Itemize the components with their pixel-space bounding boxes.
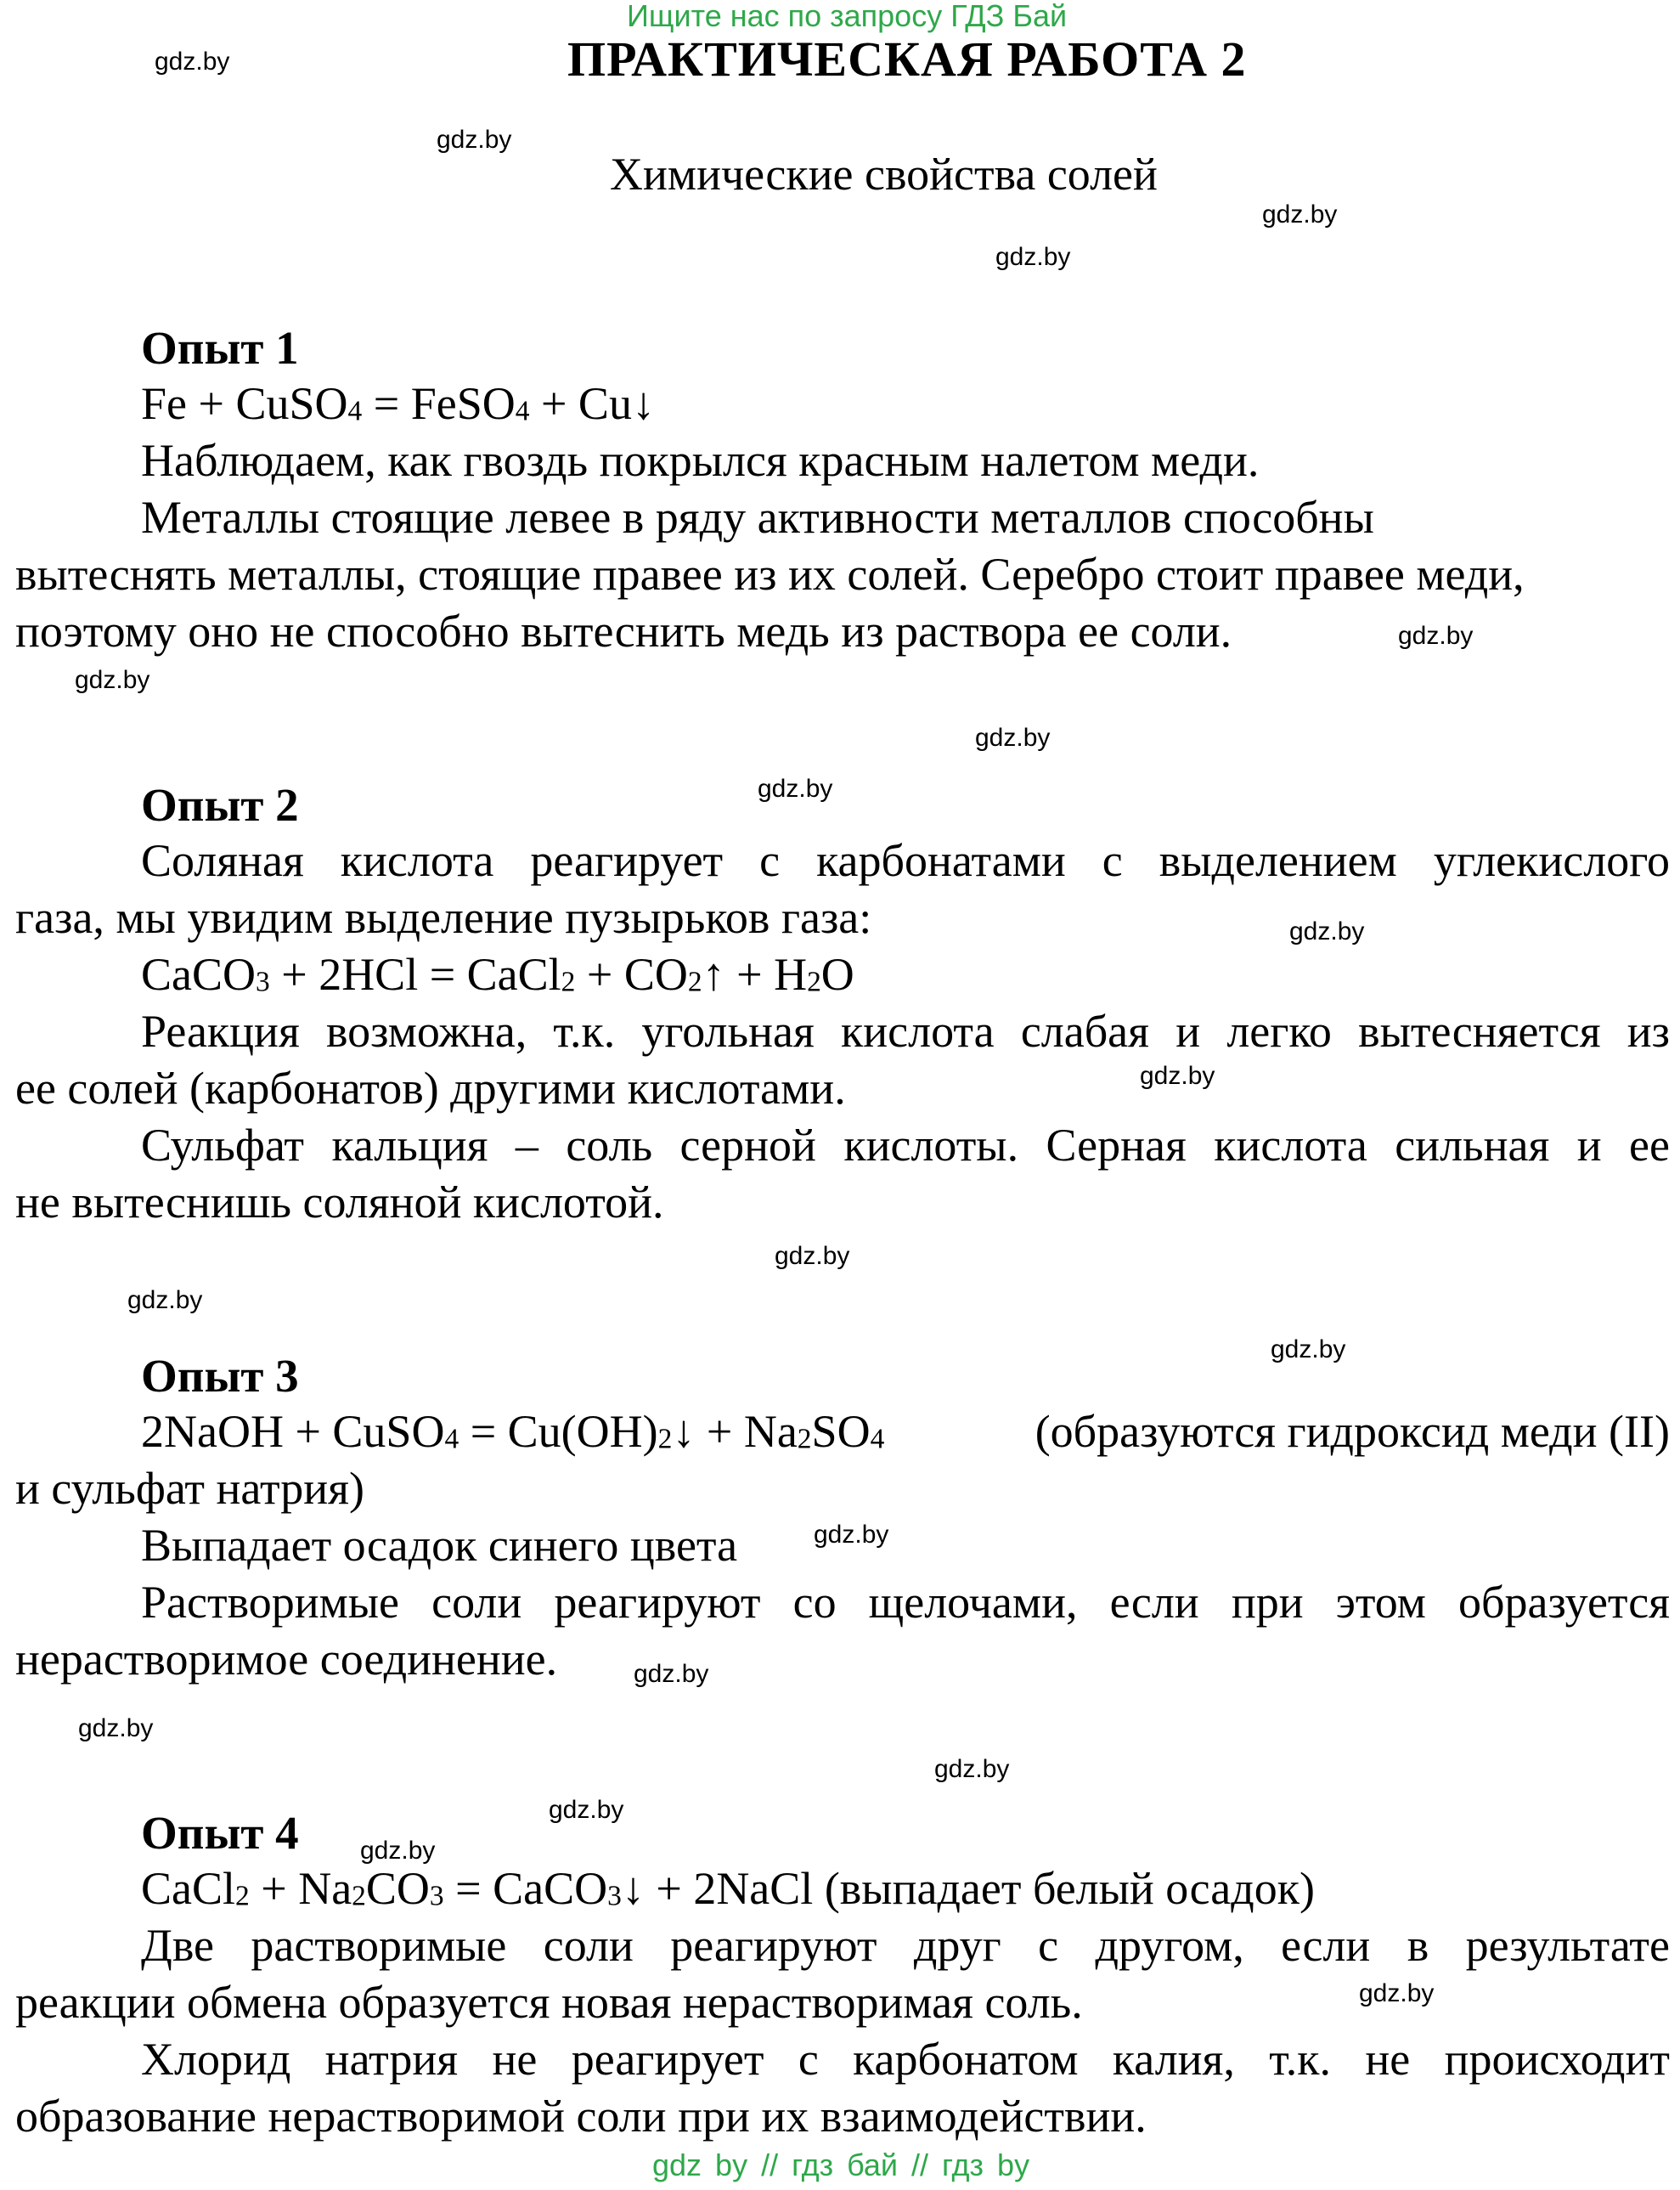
experiment-4-equation: CaCl$_2$ + $Na_2CO_3$ = CaCO$_3$↓ + 2NaCl bbox=[141, 1863, 814, 1914]
watermark: gdz.by bbox=[1262, 200, 1338, 229]
watermark: gdz.by bbox=[1398, 622, 1474, 650]
experiment-3-explanation-line: нерастворимое соединение. bbox=[15, 1634, 558, 1685]
experiment-2-heading: Опыт 2 bbox=[141, 779, 299, 831]
experiment-3-equation-comment-cont: и сульфат натрия) bbox=[15, 1463, 364, 1514]
experiment-1-heading: Опыт 1 bbox=[141, 322, 299, 374]
experiment-3-equation-comment: (образуются гидроксид меди (II) bbox=[1034, 1406, 1670, 1457]
experiment-2-intro-line: газа, мы увидим выделение пузырьков газа: bbox=[15, 892, 872, 943]
page-title: ПРАКТИЧЕСКАЯ РАБОТА 2 bbox=[567, 31, 1247, 87]
experiment-1-explanation-line: поэтому оно не способно вытеснить медь из раствора ее соли. bbox=[15, 606, 1232, 657]
watermark: gdz.by bbox=[549, 1796, 624, 1824]
experiment-4-note-line: Хлорид натрия не реагирует с карбонатом калия, т.к. не происходит bbox=[141, 2034, 1670, 2085]
watermark: gdz.by bbox=[634, 1660, 709, 1688]
watermark: gdz.by bbox=[814, 1521, 889, 1549]
watermark: gdz.by bbox=[1289, 917, 1365, 945]
watermark: gdz.by bbox=[758, 775, 833, 803]
experiment-4-equation-comment: (выпадает белый осадок) bbox=[824, 1863, 1315, 1914]
experiment-3-equation-row bbox=[141, 1405, 1670, 1458]
experiment-2-note-line: не вытеснишь соляной кислотой. bbox=[15, 1177, 664, 1228]
experiment-1-observation: Наблюдаем, как гвоздь покрылся красным налетом меди. bbox=[141, 435, 1260, 486]
experiment-1-equation: Fe + CuSO$_4$ = FeSO$_4$ + Cu↓ bbox=[141, 378, 655, 429]
watermark: gdz.by bbox=[775, 1242, 850, 1270]
watermark: gdz.by bbox=[1271, 1335, 1346, 1363]
page-subtitle: Химические свойства солей bbox=[610, 149, 1158, 200]
watermark: gdz.by bbox=[437, 126, 512, 154]
experiment-2-note-line: Сульфат кальция – соль серной кислоты. Серная кислота сильная и ее bbox=[141, 1120, 1670, 1171]
top-banner: Ищите нас по запросу ГДЗ Бай bbox=[627, 0, 1068, 33]
watermark: gdz.by bbox=[127, 1286, 203, 1314]
watermark: gdz.by bbox=[995, 243, 1071, 271]
bottom-banner: gdz by // гдз бай // гдз by bbox=[652, 2148, 1030, 2182]
experiment-3-explanation-line: Растворимые соли реагируют со щелочами, если при этом образуется bbox=[141, 1577, 1670, 1628]
experiment-2-explanation-line: ее солей (карбонатов) другими кислотами. bbox=[15, 1063, 846, 1114]
experiment-4-equation-row bbox=[141, 1862, 1315, 1915]
watermark: gdz.by bbox=[75, 666, 150, 694]
experiment-2-equation: CaCO$_3$ + 2HCl = CaCl$_2$ + $CO_2↑ + H_2O$ bbox=[141, 949, 854, 1000]
experiment-4-explanation-line: Две растворимые соли реагируют друг с другом, если в результате bbox=[141, 1920, 1670, 1971]
watermark: gdz.by bbox=[1359, 1979, 1435, 2007]
experiment-4-note-line: образование нерастворимой соли при их взаимодействии. bbox=[15, 2091, 1147, 2142]
experiment-2-explanation-line: Реакция возможна, т.к. угольная кислота слабая и легко вытесняется из bbox=[141, 1006, 1670, 1057]
watermark: gdz.by bbox=[360, 1837, 436, 1865]
watermark: gdz.by bbox=[78, 1714, 154, 1742]
watermark: gdz.by bbox=[1140, 1062, 1215, 1090]
experiment-4-heading: Опыт 4 bbox=[141, 1807, 299, 1859]
watermark: gdz.by bbox=[155, 48, 230, 76]
watermark: gdz.by bbox=[934, 1755, 1010, 1783]
experiment-3-observation: Выпадает осадок синего цвета bbox=[141, 1520, 738, 1571]
experiment-2-intro-line: Соляная кислота реагирует с карбонатами с выделением углекислого bbox=[141, 835, 1670, 886]
experiment-3-equation: 2NaOH + CuSO$_4$ = $Cu(OH)_2↓ + Na_2SO_4$ bbox=[141, 1406, 885, 1457]
experiment-1-explanation-line: Металлы стоящие левее в ряду активности металлов способны bbox=[141, 492, 1374, 543]
experiment-4-explanation-line: реакции обмена образуется новая нерастворимая соль. bbox=[15, 1977, 1083, 2028]
experiment-1-explanation-line: вытеснять металлы, стоящие правее из их солей. Серебро стоит правее меди, bbox=[15, 549, 1525, 600]
watermark: gdz.by bbox=[975, 724, 1051, 752]
experiment-3-heading: Опыт 3 bbox=[141, 1350, 299, 1402]
